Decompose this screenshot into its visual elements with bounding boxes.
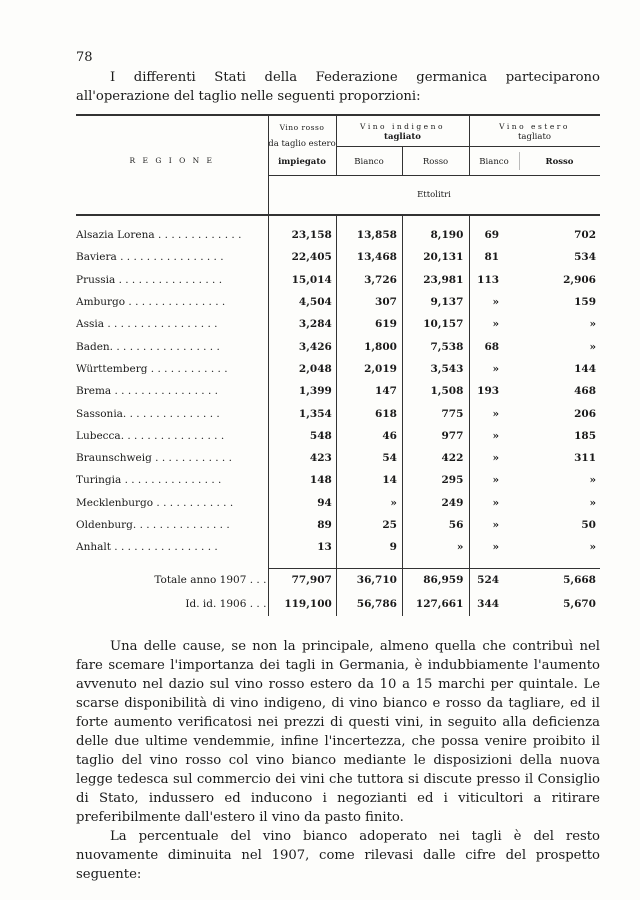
table-row — [76, 492, 600, 514]
value-cell: 1,354 — [298, 407, 332, 420]
value-cell: 127,661 — [415, 598, 464, 611]
value-cell: 775 — [441, 407, 464, 420]
value-cell: 3,284 — [298, 318, 332, 331]
value-cell: 5,670 — [563, 598, 596, 611]
value-cell: 113 — [477, 273, 500, 286]
table-row — [76, 380, 600, 402]
value-cell: 548 — [309, 429, 332, 442]
value-cell: 144 — [574, 362, 596, 375]
value-cell: » — [492, 429, 500, 442]
table-rule-header-bottom — [76, 214, 600, 216]
value-cell: » — [589, 318, 596, 331]
value-cell: » — [492, 318, 500, 331]
spacer-row — [76, 558, 600, 568]
value-cell: 193 — [477, 385, 500, 398]
value-cell: 9 — [389, 541, 397, 554]
value-cell: » — [589, 474, 596, 487]
header-estero-bianco: Bianco — [479, 157, 509, 167]
region-cell: Lubecca. . . . . . . . . . . . . . . . — [76, 429, 225, 442]
region-cell: Assia . . . . . . . . . . . . . . . . . — [76, 318, 218, 331]
value-cell: 524 — [477, 574, 500, 587]
value-cell: 618 — [375, 407, 397, 420]
value-cell: » — [456, 541, 464, 554]
value-cell: 1,508 — [430, 385, 464, 398]
value-cell: 619 — [375, 318, 397, 331]
value-cell: » — [492, 541, 500, 554]
table-row — [76, 224, 600, 246]
region-cell: Anhalt . . . . . . . . . . . . . . . . — [76, 541, 218, 554]
header-indigeno: Vino indigeno tagliato — [360, 122, 445, 142]
value-cell: 534 — [574, 251, 596, 264]
table-row — [76, 514, 600, 536]
value-cell: » — [492, 407, 500, 420]
value-cell: 422 — [441, 452, 464, 465]
value-cell: 148 — [309, 474, 332, 487]
value-cell: 702 — [574, 229, 596, 242]
value-cell: 344 — [477, 598, 500, 611]
region-cell: Amburgo . . . . . . . . . . . . . . . — [76, 296, 226, 309]
value-cell: » — [492, 496, 500, 509]
value-cell: 13,468 — [356, 251, 397, 264]
value-cell: 1,399 — [298, 385, 332, 398]
table-row — [76, 313, 600, 335]
body-text: Una delle cause, se non la principale, almeno quella che contribuì nel fare scemare l'importanza dei tagli in Germania, è indubbiamente l'aumento avvenuto nel dazio sul vino rosso estero da 10 a 15 marchi per quintale. Le scarse disponibilità di vino indigeno, di vino bianco e rosso da tagliare, ed il forte aumento verificatosi nei prezzi di questi vini, in seguito alla deficienza delle due ultime vendemmie, infine l'incertezza, che possa venire proibito il taglio del vino rosso col vino bianco mediante le disposizioni della nuova legge tedesca sul commercio dei vini che tuttora si discute presso il Consiglio di Stato, indussero ed inducono i negozianti ed i viticultori a ritirare preferibilmente dall'estero il vino da pasto finito. La percentuale del vino bianco adoperato nei tagli è del resto nuovamente diminuita nel 1907, come rilevasi dalle cifre del prospetto seguente: — [76, 639, 600, 882]
header-col1: Vino rosso da taglio estero impiegato — [268, 123, 336, 167]
value-cell: » — [492, 474, 500, 487]
region-cell: Württemberg . . . . . . . . . . . . — [76, 362, 228, 375]
header-unit: Ettolitri — [417, 190, 451, 200]
intro-paragraph: I differenti Stati della Federazione germanica parteciparono all'operazione del taglio nelle seguenti proporzioni: — [76, 70, 600, 104]
value-cell: 10,157 — [423, 318, 464, 331]
region-cell: Baviera . . . . . . . . . . . . . . . . — [76, 251, 224, 264]
value-cell: 69 — [484, 229, 500, 242]
value-cell: 89 — [317, 519, 332, 531]
region-cell: Alsazia Lorena . . . . . . . . . . . . . — [76, 229, 242, 242]
region-cell: Brema . . . . . . . . . . . . . . . . — [76, 385, 218, 398]
value-cell: 56 — [448, 519, 464, 531]
table-rule-unit — [268, 175, 600, 176]
header-indigeno-rosso: Rosso — [422, 157, 449, 167]
table-rule-top — [76, 114, 600, 116]
value-cell: 3,426 — [298, 340, 332, 353]
value-cell: 4,504 — [298, 296, 332, 309]
table-row — [76, 269, 600, 291]
value-cell: » — [492, 362, 500, 375]
value-cell: 3,543 — [430, 362, 464, 375]
page-number: 78 — [76, 50, 93, 65]
value-cell: 249 — [441, 496, 464, 509]
value-cell: 159 — [574, 296, 596, 309]
value-cell: » — [589, 340, 596, 353]
value-cell: 311 — [574, 452, 596, 465]
value-cell: 46 — [382, 429, 397, 442]
value-cell: 468 — [574, 385, 596, 398]
value-cell: 307 — [375, 296, 397, 309]
value-cell: 5,668 — [563, 574, 596, 587]
value-cell: 13,858 — [356, 229, 397, 242]
value-cell: 15,014 — [291, 273, 332, 286]
table-row — [76, 291, 600, 313]
table-row — [76, 425, 600, 447]
table-row — [76, 536, 600, 558]
totals-row — [76, 568, 600, 592]
value-cell: 2,048 — [298, 362, 332, 375]
value-cell: 54 — [382, 452, 397, 465]
table-row — [76, 447, 600, 469]
value-cell: 2,019 — [364, 362, 397, 375]
value-cell: 23,981 — [423, 273, 464, 286]
value-cell: 20,131 — [423, 251, 464, 264]
region-cell: Prussia . . . . . . . . . . . . . . . . — [76, 273, 223, 286]
value-cell: » — [390, 496, 397, 509]
value-cell: 8,190 — [430, 229, 464, 242]
value-cell: 68 — [484, 340, 500, 353]
value-cell: 423 — [309, 452, 332, 465]
value-cell: 147 — [375, 385, 397, 398]
value-cell: 295 — [441, 474, 464, 487]
region-cell: Totale anno 1907 . . . — [154, 574, 267, 587]
value-cell: 119,100 — [284, 598, 332, 611]
value-cell: 7,538 — [430, 340, 464, 353]
value-cell: 977 — [441, 429, 464, 442]
table-rule-subhead — [336, 146, 600, 147]
table-row — [76, 358, 600, 380]
region-cell: Braunschweig . . . . . . . . . . . . — [76, 452, 232, 465]
value-cell: 206 — [574, 407, 596, 420]
value-cell: 56,786 — [356, 598, 397, 611]
data-table — [76, 224, 600, 616]
value-cell: » — [492, 519, 500, 531]
table-row — [76, 402, 600, 424]
region-cell: Id. id. 1906 . . . — [185, 598, 267, 611]
value-cell: » — [492, 296, 500, 309]
value-cell: 1,800 — [364, 340, 397, 353]
value-cell: 77,907 — [291, 574, 332, 587]
region-cell: Oldenburg. . . . . . . . . . . . . . . — [76, 519, 230, 531]
value-cell: 25 — [382, 519, 397, 531]
value-cell: » — [589, 496, 596, 509]
region-cell: Mecklenburgo . . . . . . . . . . . . — [76, 496, 234, 509]
region-cell: Baden. . . . . . . . . . . . . . . . . — [76, 340, 220, 353]
value-cell: 86,959 — [423, 574, 464, 587]
value-cell: 14 — [382, 474, 397, 487]
region-cell: Sassonia. . . . . . . . . . . . . . . — [76, 407, 220, 420]
value-cell: » — [589, 541, 596, 554]
header-indigeno-bianco: Bianco — [354, 157, 384, 167]
value-cell: 13 — [317, 541, 332, 554]
header-estero: Vino estero tagliato — [499, 122, 570, 142]
value-cell: 22,405 — [291, 251, 332, 264]
table-row — [76, 469, 600, 491]
value-cell: 185 — [574, 429, 596, 442]
value-cell: 23,158 — [291, 229, 332, 242]
header-estero-rosso: Rosso — [545, 157, 574, 167]
value-cell: 81 — [484, 251, 500, 264]
table-row — [76, 335, 600, 357]
value-cell: 9,137 — [430, 296, 464, 309]
table-row — [76, 246, 600, 268]
value-cell: 3,726 — [364, 273, 397, 286]
value-cell: 94 — [317, 496, 332, 509]
totals-row — [76, 592, 600, 616]
value-cell: 50 — [581, 519, 596, 531]
value-cell: » — [492, 452, 500, 465]
value-cell: 36,710 — [356, 574, 397, 587]
header-regione: R E G I O N E — [129, 156, 215, 165]
region-cell: Turingia . . . . . . . . . . . . . . . — [76, 474, 222, 487]
value-cell: 2,906 — [563, 273, 596, 286]
